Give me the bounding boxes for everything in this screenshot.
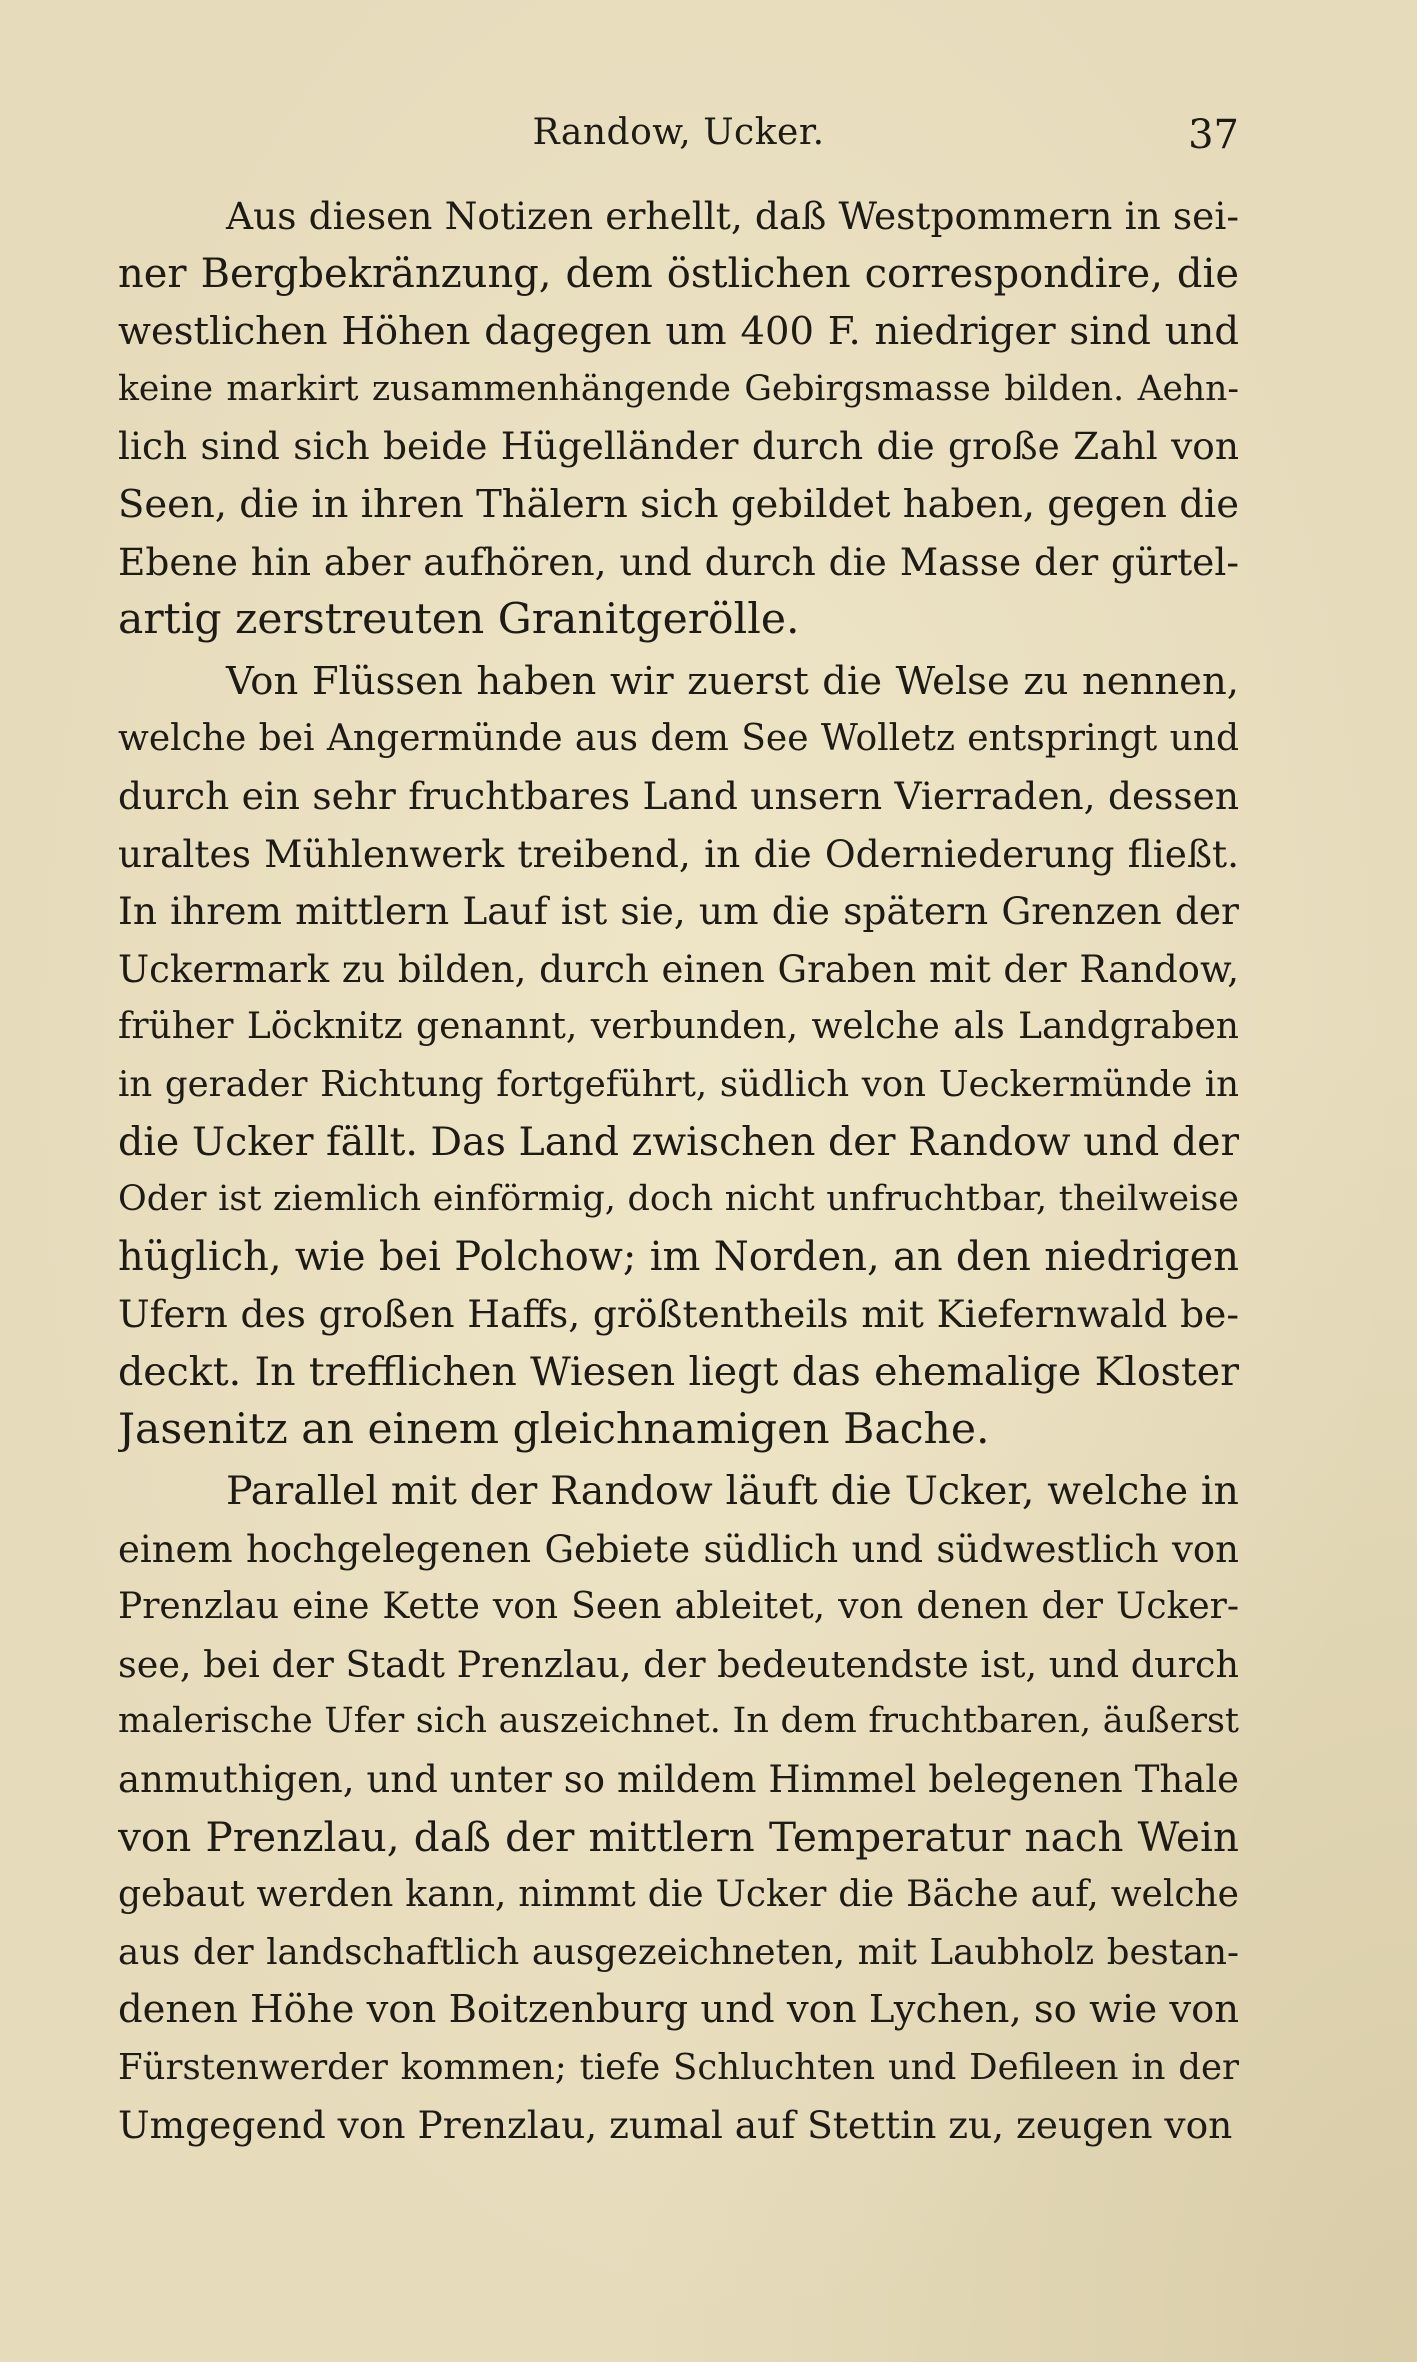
text-line: durch ein sehr fruchtbares Land unsern Vierraden, dessen [118, 773, 1239, 818]
page-number: 37 [1188, 112, 1239, 158]
text-line: artig zerstreuten Granitgerölle. [118, 595, 800, 645]
text-line: früher Löcknitz genannt, verbunden, welche als Landgraben [118, 1006, 1239, 1048]
page-header [118, 112, 1239, 172]
text-line: Fürstenwerder kommen; tiefe Schluchten und Defileen in der [118, 2047, 1239, 2088]
text-line: deckt. In trefflichen Wiesen liegt das ehemalige Kloster [118, 1348, 1239, 1395]
text-line: westlichen Höhen dagegen um 400 F. niedriger sind und [118, 309, 1239, 355]
text-line: lich sind sich beide Hügelländer durch die große Zahl von [118, 424, 1239, 469]
text-line: Oder ist ziemlich einförmig, doch nicht unfruchtbar, theilweise [118, 1179, 1239, 1220]
paragraph [118, 1463, 1239, 2154]
text-line: in gerader Richtung fortgeführt, südlich von Ueckermünde in [118, 1063, 1239, 1105]
text-line: welche bei Angermünde aus dem See Wolletz entspringt und [118, 718, 1239, 760]
text-line: Parallel mit der Randow läuft die Ucker, welche in [226, 1468, 1239, 1515]
text-line: ner Bergbekränzung, dem östlichen correspondire, die [118, 250, 1239, 297]
text-line: die Ucker fällt. Das Land zwischen der Randow und der [118, 1118, 1239, 1165]
text-line: malerische Ufer sich auszeichnet. In dem fruchtbaren, äußerst [118, 1701, 1239, 1742]
text-line: Uckermark zu bilden, durch einen Graben mit der Randow, [118, 947, 1239, 991]
paragraph [118, 653, 1239, 1459]
text-line: Ebene hin aber aufhören, und durch die Masse der gürtel- [118, 539, 1239, 584]
text-line: keine markirt zusammenhängende Gebirgsmasse bilden. Aehn- [118, 368, 1239, 409]
text-line: hüglich, wie bei Polchow; im Norden, an den niedrigen [118, 1233, 1239, 1280]
text-line: aus der landschaftlich ausgezeichneten, mit Laubholz bestan- [118, 1931, 1239, 1973]
text-line: anmuthigen, und unter so mildem Himmel belegenen Thale [118, 1758, 1239, 1802]
text-line: von Prenzlau, daß der mittlern Temperatur nach Wein [118, 1812, 1239, 1861]
text-line: Jasenitz an einem gleichnamigen Bache. [118, 1405, 990, 1455]
body-text [118, 188, 1239, 2154]
paragraph [118, 188, 1239, 649]
text-line: Von Flüssen haben wir zuerst die Welse zu nennen, [226, 658, 1239, 704]
text-line: gebaut werden kann, nimmt die Ucker die Bäche auf, welche [118, 1874, 1239, 1916]
text-line: Seen, die in ihren Thälern sich gebildet haben, gegen die [118, 481, 1239, 527]
text-line: denen Höhe von Boitzenburg und von Lychen, so wie von [118, 1987, 1239, 2033]
text-line: Ufern des großen Haffs, größtentheils mit Kiefernwald be- [118, 1292, 1239, 1337]
text-line: einem hochgelegenen Gebiete südlich und südwestlich von [118, 1527, 1239, 1571]
text-line: In ihrem mittlern Lauf ist sie, um die spätern Grenzen der [118, 889, 1239, 934]
text-line: Aus diesen Notizen erhellt, daß Westpommern in sei- [226, 194, 1239, 238]
text-line: uraltes Mühlenwerk treibend, in die Oderniederung fließt. [118, 831, 1239, 876]
text-line: Umgegend von Prenzlau, zumal auf Stettin zu, zeugen von [118, 2102, 1233, 2147]
text-line: Prenzlau eine Kette von Seen ableitet, von denen der Ucker- [118, 1586, 1239, 1628]
text-line: see, bei der Stadt Prenzlau, der bedeutendste ist, und durch [118, 1642, 1239, 1686]
running-head: Randow, Ucker. [532, 112, 825, 153]
